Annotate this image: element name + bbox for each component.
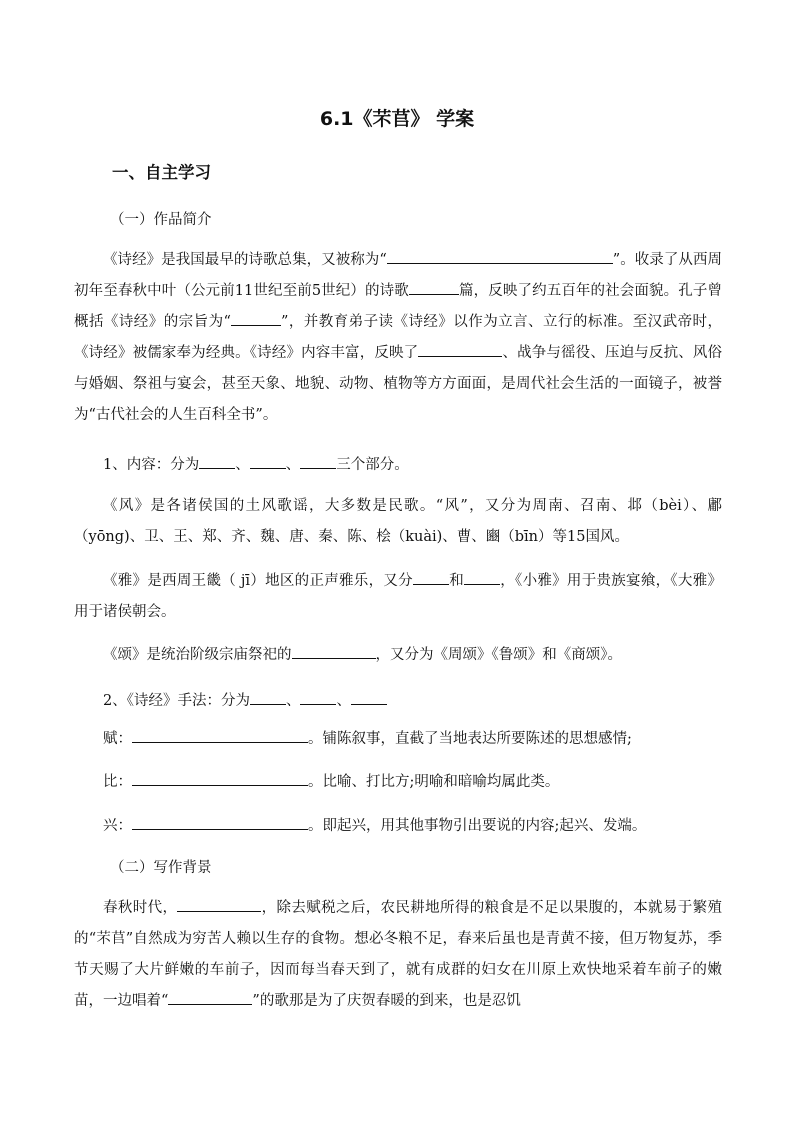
fill-blank[interactable] bbox=[177, 897, 261, 912]
fill-blank[interactable] bbox=[413, 570, 449, 585]
paragraph-feng: 《风》是各诸侯国的土风歌谣，大多数是民歌。“风”，又分为周南、召南、邶（bèi）、鄘（yōng)、卫、王、郑、齐、魏、唐、秦、陈、桧（kuài)、曹、豳（bīn）等15国风。 bbox=[74, 498, 722, 545]
fill-blank[interactable] bbox=[132, 728, 308, 743]
fill-blank[interactable] bbox=[418, 342, 502, 357]
fill-blank[interactable] bbox=[250, 454, 286, 469]
fill-blank[interactable] bbox=[300, 690, 336, 705]
xing-line: 兴： 。即起兴，用其他事物引出要说的内容;起兴、发端。 bbox=[103, 815, 751, 836]
fu-line: 赋： 。铺陈叙事，直截了当地表达所要陈述的思想感情; bbox=[103, 728, 751, 749]
fill-blank[interactable] bbox=[250, 690, 286, 705]
fill-blank[interactable] bbox=[387, 249, 613, 264]
paragraph-ya: 《雅》是西周王畿（ jī）地区的正声雅乐，又分 和 ，《小雅》用于贵族宴飨，《大雅》用于诸侯朝会。 bbox=[74, 566, 722, 628]
fill-blank[interactable] bbox=[300, 454, 336, 469]
fill-blank[interactable] bbox=[199, 454, 235, 469]
subheading-work-intro: （一）作品简介 bbox=[110, 212, 212, 228]
subheading-background: （二）写作背景 bbox=[110, 860, 212, 876]
fill-blank[interactable] bbox=[231, 311, 281, 326]
fill-blank[interactable] bbox=[351, 690, 387, 705]
fill-blank[interactable] bbox=[168, 990, 252, 1005]
page-title: 6.1《芣苢》 学案 bbox=[319, 108, 475, 130]
fill-blank[interactable] bbox=[292, 644, 376, 659]
paragraph-background: 春秋时代， ，除去赋税之后，农民耕地所得的粮食是不足以果腹的，本就易于繁殖的“芣苢”自然成为穷苦人赖以生存的食物。想必冬粮不足，春来后虽也是青黄不接，但万物复苏，季节天赐了大片鲜嫩的车前子，因而每当春天到了，就有成群的妇女在川原上欢快地采着车前子的嫩苗，一边唱着“ ”的歌那是为了庆贺春暖的到来，也是忍饥 bbox=[74, 893, 722, 1017]
paragraph-song: 《颂》是统治阶级宗庙祭祀的 ，又分为《周颂》《鲁颂》和《商颂》。 bbox=[103, 644, 751, 665]
bi-line: 比： 。比喻、打比方;明喻和暗喻均属此类。 bbox=[103, 771, 751, 792]
fill-blank[interactable] bbox=[409, 280, 459, 295]
fill-blank[interactable] bbox=[132, 815, 308, 830]
fill-blank[interactable] bbox=[464, 570, 500, 585]
method-line: 2、《诗经》手法：分为 、 、 bbox=[103, 690, 751, 711]
content-line: 1、内容：分为 、 、 三个部分。 bbox=[103, 454, 751, 475]
fill-blank[interactable] bbox=[132, 771, 308, 786]
paragraph-intro: 《诗经》是我国最早的诗歌总集，又被称为“ ”。收录了从西周初年至春秋中叶（公元前11世纪至前5世纪）的诗歌 篇，反映了约五百年的社会面貌。孔子曾概括《诗经》的宗旨为“ ”，并教育弟子读《诗经》以作为立言、立行的标准。至汉武帝时，《诗经》被儒家奉为经典。《诗经》内容丰富，反映了 、战争与徭役、压迫与反抗、风俗与婚姻、祭祖与宴会，甚至天象、地貌、动物、植物等方方面面，是周代社会生活的一面镜子，被誉为“古代社会的人生百科全书”。 bbox=[74, 245, 722, 431]
section-heading-self-study: 一、自主学习 bbox=[112, 163, 211, 182]
